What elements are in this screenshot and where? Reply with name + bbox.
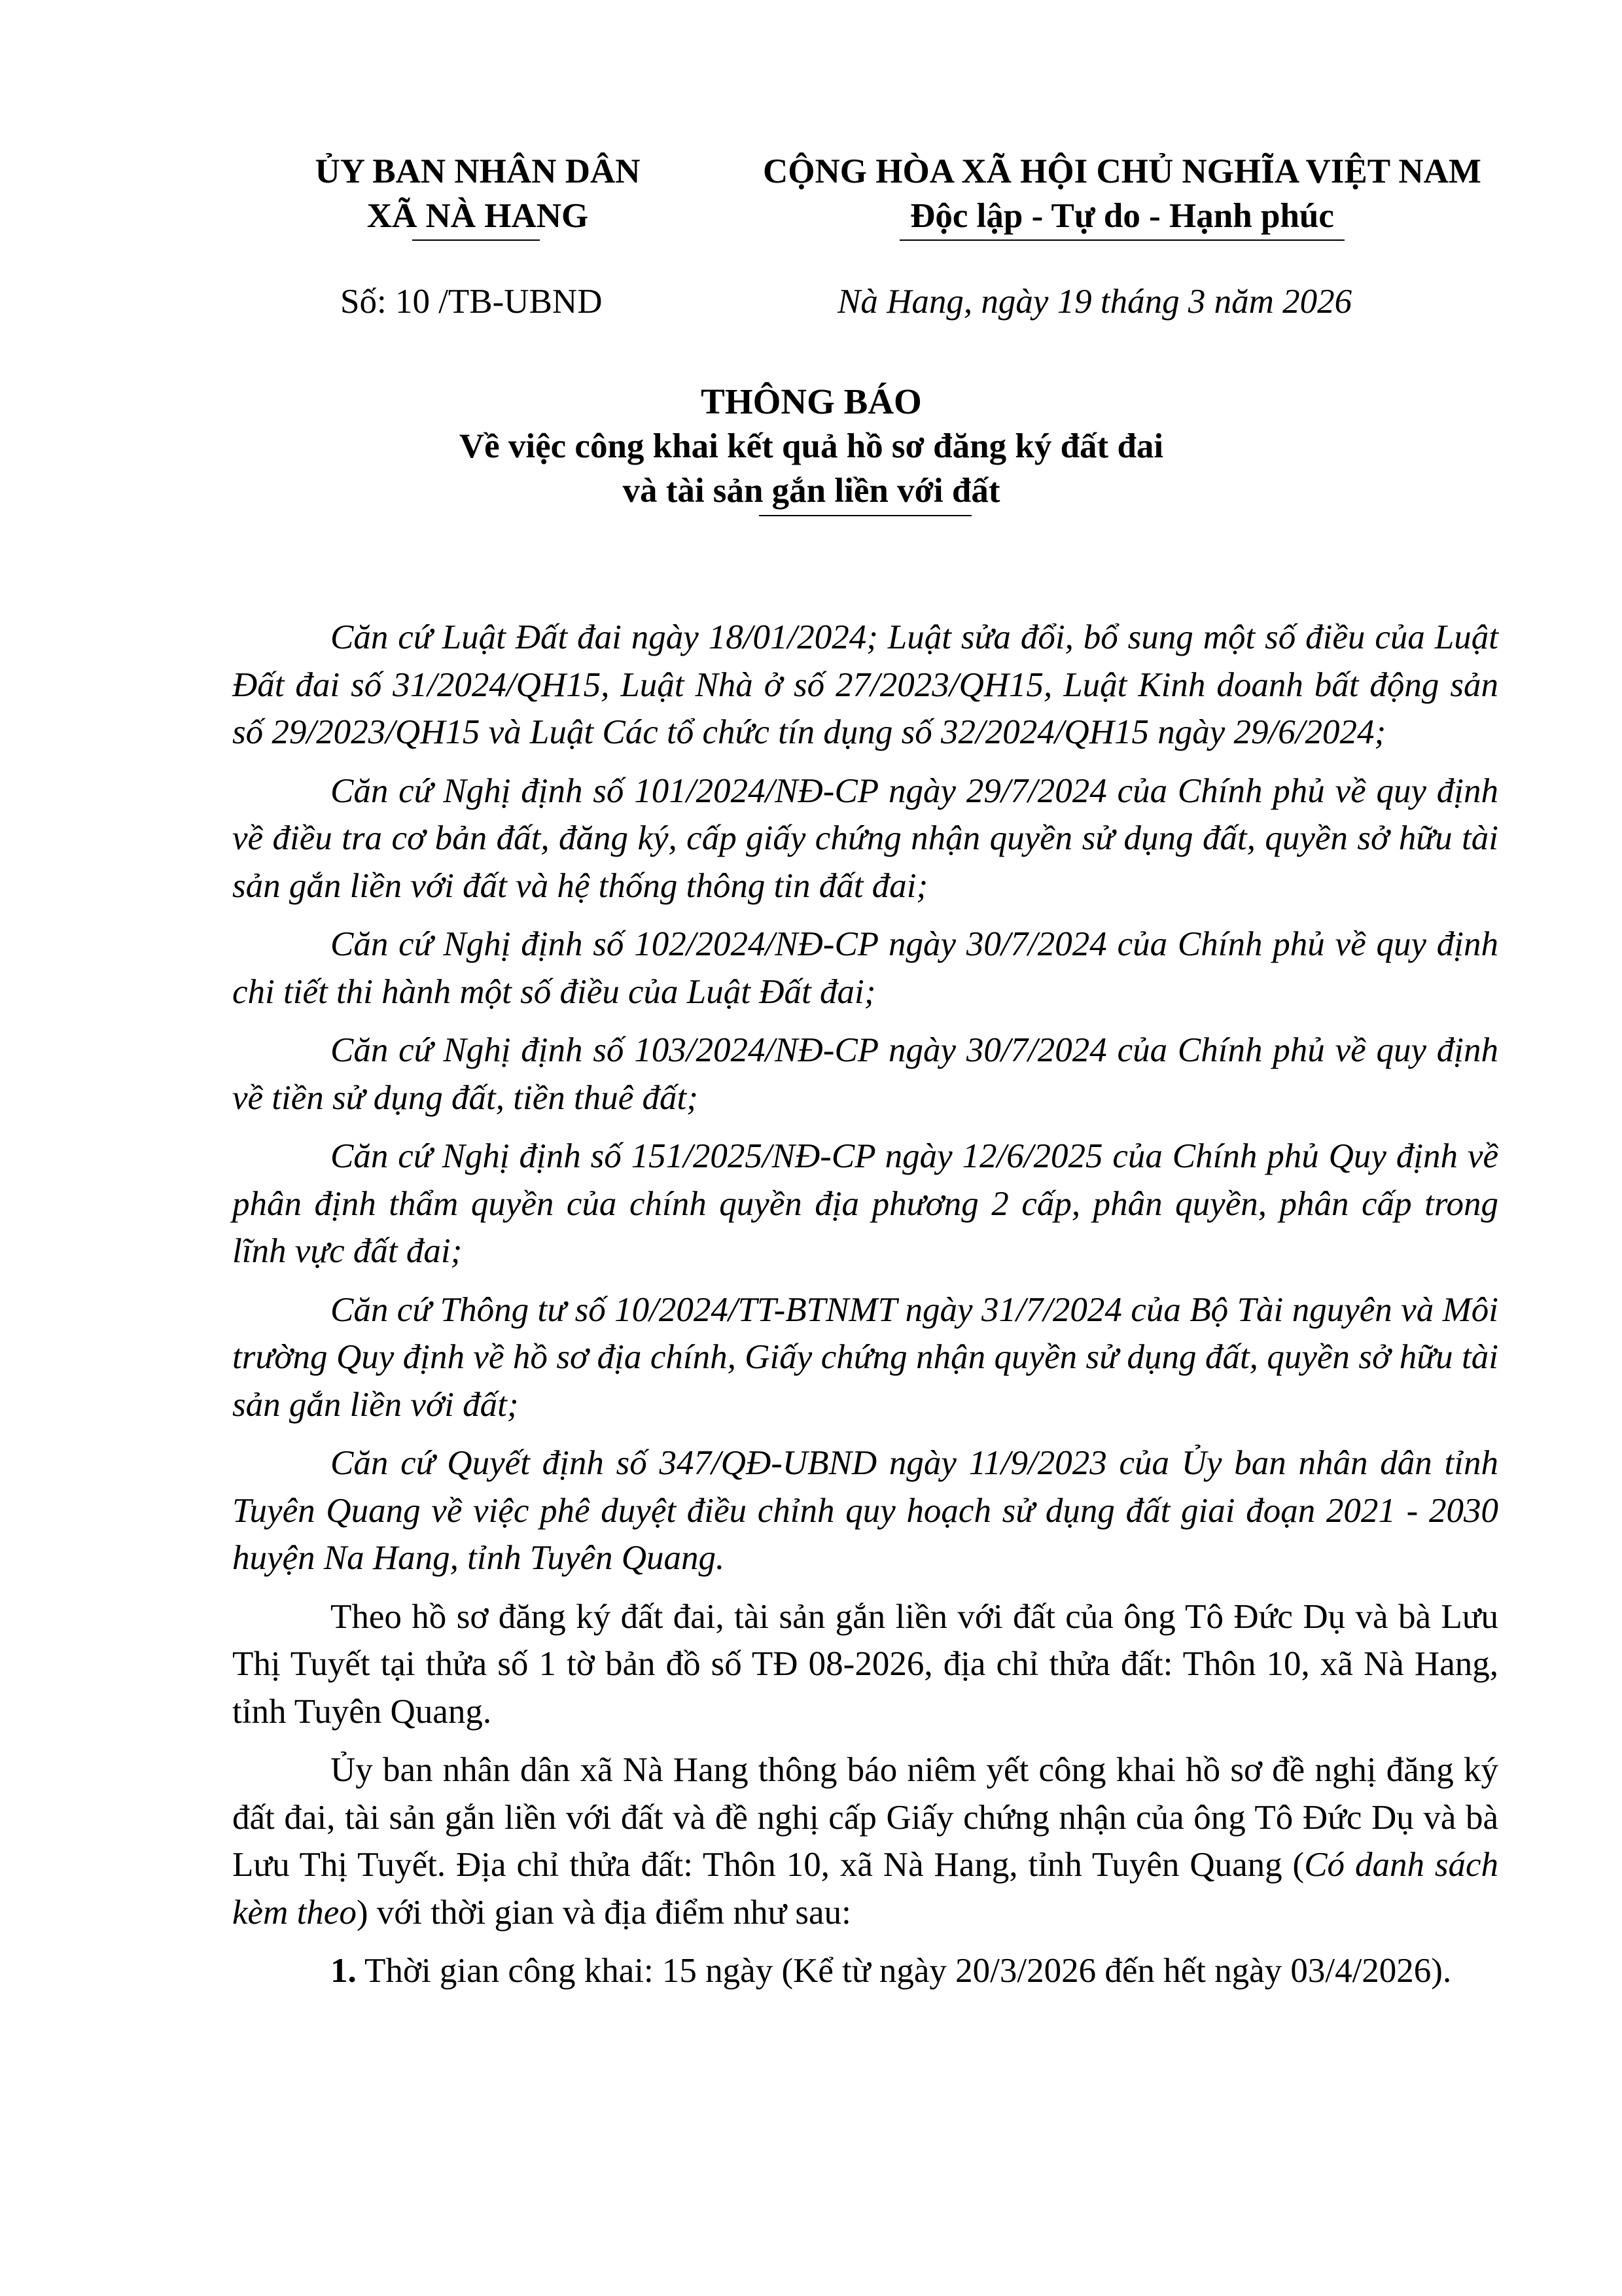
document-body — [232, 614, 1498, 2006]
notice-text-after: ) với thời gian và địa điểm như sau: — [356, 1893, 851, 1932]
legal-basis-2: Căn cứ Nghị định số 101/2024/NĐ-CP ngày 29/7/2024 của Chính phủ về quy định về điều tra cơ bản đất, đăng ký, cấp giấy chứng nhận quyền sử dụng đất, quyền sở hữu tài sản gắn liền với đất và hệ thống thông tin đất đai; — [232, 771, 1498, 905]
document-number — [340, 279, 602, 324]
item-1-number: 1. — [330, 1952, 357, 1990]
authority-line1: ỦY BAN NHÂN DÂN — [315, 152, 641, 190]
legal-basis-6: Căn cứ Thông tư số 10/2024/TT-BTNMT ngày 31/7/2024 của Bộ Tài nguyên và Môi trường Quy định về hồ sơ địa chính, Giấy chứng nhận quyền sử dụng đất, quyền sở hữu tài sản gắn liền với đất; — [232, 1290, 1498, 1424]
legal-basis-4: Căn cứ Nghị định số 103/2024/NĐ-CP ngày 30/7/2024 của Chính phủ về quy định về tiền sử dụng đất, tiền thuê đất; — [232, 1031, 1498, 1117]
item-1 — [232, 1947, 1498, 1995]
item-1-text: Thời gian công khai: 15 ngày (Kể từ ngày 20/3/2026 đến hết ngày 03/4/2026). — [356, 1952, 1452, 1990]
notice-paragraph — [232, 1746, 1498, 1936]
doc-number-suffix: /TB-UBND — [429, 283, 603, 321]
national-name: CỘNG HÒA XÃ HỘI CHỦ NGHĨA VIỆT NAM — [763, 152, 1481, 190]
title-underline — [759, 515, 972, 516]
register-paragraph: Theo hồ sơ đăng ký đất đai, tài sản gắn liền với đất của ông Tô Đức Dụ và bà Lưu Thị Tuyết tại thửa số 1 tờ bản đồ số TĐ 08-2026, địa chỉ thửa đất: Thôn 10, xã Nà Hang, tỉnh Tuyên Quang. — [232, 1597, 1498, 1731]
legal-basis-3: Căn cứ Nghị định số 102/2024/NĐ-CP ngày 30/7/2024 của Chính phủ về quy định chi tiết thi hành một số điều của Luật Đất đai; — [232, 925, 1498, 1011]
authority-underline — [412, 239, 540, 241]
issuing-authority — [285, 149, 671, 238]
authority-line2: XÃ NÀ HANG — [366, 197, 589, 235]
notice-text-before: Ủy ban nhân dân xã Nà Hang thông báo niêm yết công khai hồ sơ đề nghị đăng ký đất đai, tài sản gắn liền với đất và đề nghị cấp Giấy chứng nhận của ông Tô Đức Dụ và bà Lưu Thị Tuyết. Địa chỉ thửa đất: Thôn 10, xã Nà Hang, tỉnh Tuyên Quang ( — [232, 1751, 1498, 1884]
legal-basis-5: Căn cứ Nghị định số 151/2025/NĐ-CP ngày 12/6/2025 của Chính phủ Quy định về phân định thẩm quyền của chính quyền địa phương 2 cấp, phân quyền, phân cấp trong lĩnh vực đất đai; — [232, 1137, 1498, 1270]
national-motto: Độc lập - Tự do - Hạnh phúc — [910, 197, 1334, 235]
motto-underline — [900, 239, 1345, 241]
legal-basis-7: Căn cứ Quyết định số 347/QĐ-UBND ngày 11/9/2023 của Ủy ban nhân dân tỉnh Tuyên Quang về việc phê duyệt điều chỉnh quy hoạch sử dụng đất giai đoạn 2021 - 2030 huyện Na Hang, tỉnh Tuyên Quang. — [232, 1444, 1498, 1577]
notice-attachment-note: Có danh sách kèm theo — [232, 1846, 1499, 1932]
title-subject-line2: và tài sản gắn liền với đất — [622, 472, 1000, 510]
title-subject-line1: Về việc công khai kết quả hồ sơ đăng ký đất đai — [459, 427, 1164, 465]
doc-number-prefix: Số: — [340, 283, 395, 321]
doc-number-value: 10 — [395, 283, 430, 321]
document-title — [196, 380, 1426, 513]
legal-basis-1: Căn cứ Luật Đất đai ngày 18/01/2024; Luật sửa đổi, bổ sung một số điều của Luật Đất đai số 31/2024/QH15, Luật Nhà ở số 27/2023/QH15, Luật Kinh doanh bất động sản số 29/2023/QH15 và Luật Các tổ chức tín dụng số 32/2024/QH15 ngày 29/6/2024; — [232, 618, 1498, 751]
national-header — [726, 149, 1518, 238]
date-location: Nà Hang, ngày 19 tháng 3 năm 2026 — [837, 283, 1352, 321]
title-main: THÔNG BÁO — [701, 381, 922, 421]
